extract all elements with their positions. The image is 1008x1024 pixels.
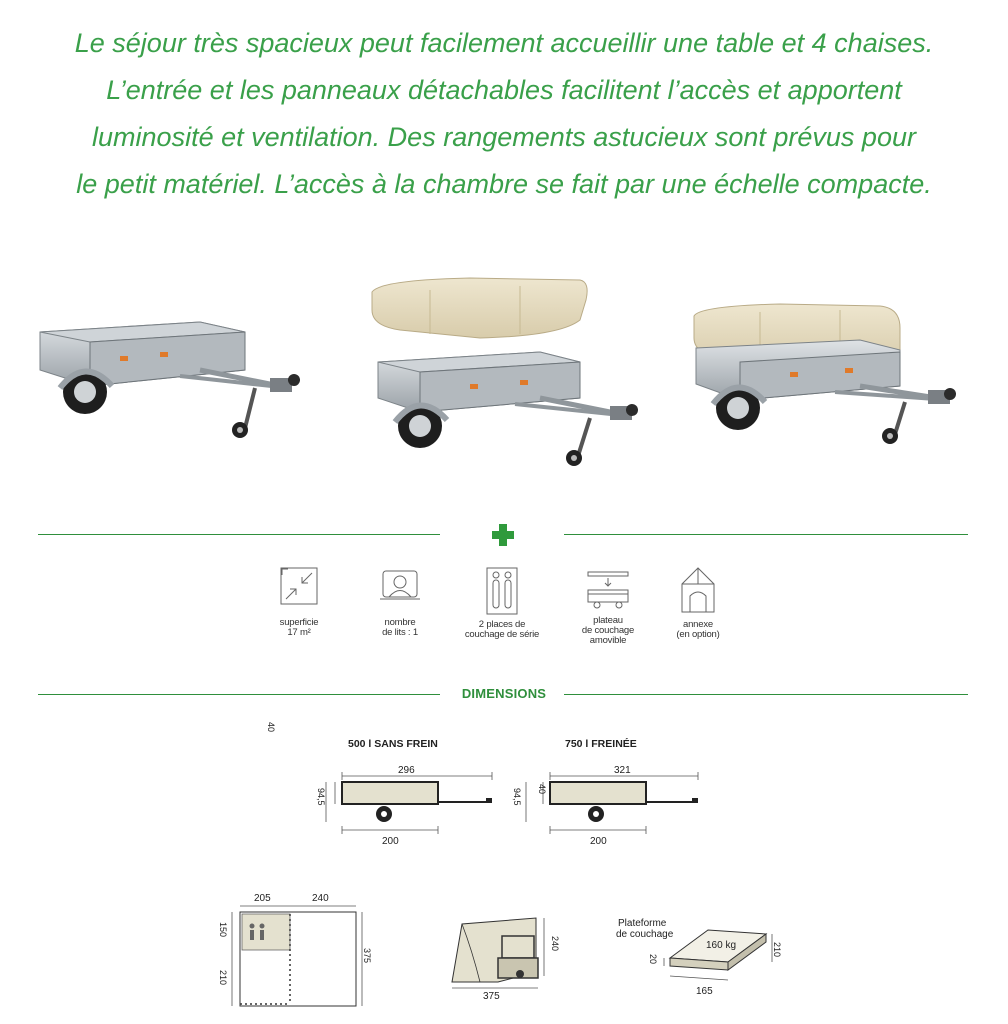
dim-total-height: 94,5 xyxy=(316,788,326,806)
bed-person-icon xyxy=(377,566,423,606)
two-sleepers-icon xyxy=(485,566,519,616)
dim-w2: 240 xyxy=(312,893,329,904)
dim-box-height: 40 xyxy=(266,722,276,733)
trailer-tent-closed-image xyxy=(694,304,956,444)
dim-box-height: 40 xyxy=(537,784,547,795)
feature-label: superficie 17 m² xyxy=(279,617,319,638)
dimensions-rule-right xyxy=(564,694,968,695)
dimensions-rule-left xyxy=(38,694,440,695)
side-view-diagram xyxy=(440,910,570,1002)
dim-width: 165 xyxy=(696,986,713,997)
platform-diagram xyxy=(608,912,788,1004)
dim-length: 296 xyxy=(398,765,415,776)
plus-icon xyxy=(490,522,516,548)
platform-title-line1: Plateforme xyxy=(618,918,667,929)
feature-label: nombre de lits : 1 xyxy=(382,617,418,638)
trailer-empty-image xyxy=(40,322,300,438)
trailer-500-title: 500 l SANS FREIN xyxy=(348,738,438,750)
dim-depth: 210 xyxy=(772,942,782,958)
platform-title-line2: de couchage xyxy=(616,929,674,940)
intro-line: Le séjour très spacieux peut facilement accueillir une table et 4 chaises. xyxy=(74,28,934,58)
dim-total-height: 94,5 xyxy=(512,788,522,806)
dim-h1: 150 xyxy=(218,922,228,938)
dim-height: 240 xyxy=(550,936,560,952)
feature-label: plateau de couchage amovible xyxy=(581,615,635,646)
annex-tent-icon xyxy=(676,566,720,614)
intro-line: le petit matériel. L’accès à la chambre se fait par une échelle compacte. xyxy=(76,169,932,199)
dim-weight: 160 kg xyxy=(706,940,737,951)
dim-axle: 200 xyxy=(382,836,399,847)
removable-platform-icon xyxy=(584,566,632,610)
feature-sleepers xyxy=(447,566,557,640)
dim-h2: 210 xyxy=(218,970,228,986)
dim-axle: 200 xyxy=(590,836,607,847)
intro-paragraph xyxy=(20,20,988,208)
section-rule-left xyxy=(38,534,440,535)
trailer-tent-exploded-image xyxy=(372,278,638,466)
trailer-photos xyxy=(0,270,1008,480)
trailer-750-profile-diagram xyxy=(508,760,718,855)
dim-length: 375 xyxy=(483,991,500,1002)
surface-arrows-icon xyxy=(279,566,319,606)
feature-annex xyxy=(643,566,753,640)
feature-label: 2 places de couchage de série xyxy=(464,619,540,640)
feature-surface xyxy=(244,566,354,638)
intro-line: L’entrée et les panneaux détachables facilitent l’accès et apportent xyxy=(106,75,902,105)
intro-line: luminosité et ventilation. Des rangements astucieux sont prévus pour xyxy=(92,122,916,152)
dimensions-title: DIMENSIONS xyxy=(461,686,547,701)
floorplan-diagram xyxy=(210,888,380,1012)
section-rule-right xyxy=(564,534,968,535)
dim-length: 321 xyxy=(614,765,631,776)
dim-total: 375 xyxy=(362,948,372,964)
feature-label: annexe (en option) xyxy=(676,619,720,640)
trailer-750-title: 750 l FREINÉE xyxy=(565,738,637,750)
dim-thickness: 20 xyxy=(648,954,658,965)
dim-w1: 205 xyxy=(254,893,271,904)
feature-beds xyxy=(345,566,455,638)
